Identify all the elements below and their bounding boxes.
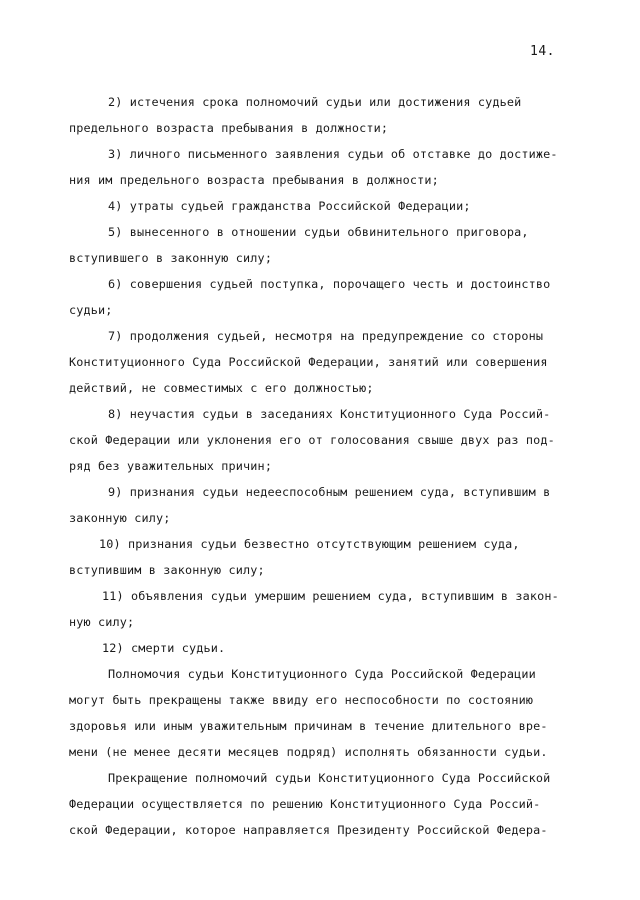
text-line: 2) истечения срока полномочий судьи или достижения судьей xyxy=(108,95,522,109)
text-line: Полномочия судьи Конституционного Суда Российской Федерации xyxy=(108,667,536,681)
text-line: 6) совершения судьей поступка, порочащего честь и достоинство xyxy=(108,277,551,291)
text-line: 9) признания судьи недееспособным решением суда, вступившим в xyxy=(108,485,551,499)
text-line: мени (не менее десяти месяцев подряд) исполнять обязанности судьи. xyxy=(69,745,548,759)
text-line: вступившим в законную силу; xyxy=(69,563,265,577)
text-line: 4) утраты судьей гражданства Российской Федерации; xyxy=(108,199,471,213)
text-line: 5) вынесенного в отношении судьи обвинительного приговора, xyxy=(108,225,529,239)
text-line: 11) объявления судьи умершим решением суда, вступившим в закон- xyxy=(102,589,559,603)
text-line: 7) продолжения судьей, несмотря на предупреждение со стороны xyxy=(108,329,544,343)
text-line: судьи; xyxy=(69,303,113,317)
text-line: действий, не совместимых с его должностью; xyxy=(69,381,374,395)
text-line: вступившего в законную силу; xyxy=(69,251,273,265)
text-line: законную силу; xyxy=(69,511,171,525)
text-line: Федерации осуществляется по решению Конституционного Суда Россий- xyxy=(69,797,541,811)
text-line: 8) неучастия судьи в заседаниях Конституционного Суда Россий- xyxy=(108,407,551,421)
text-line: ряд без уважительных причин; xyxy=(69,459,273,473)
text-line: ную силу; xyxy=(69,615,135,629)
text-line: 3) личного письменного заявления судьи об отставке до достиже- xyxy=(108,147,558,161)
text-line: предельного возраста пребывания в должности; xyxy=(69,121,389,135)
text-line: 10) признания судьи безвестно отсутствующим решением суда, xyxy=(99,537,520,551)
text-line: здоровья или иным уважительным причинам в течение длительного вре- xyxy=(69,719,548,733)
text-line: 12) смерти судьи. xyxy=(102,641,226,655)
page-number: 14. xyxy=(530,44,555,59)
text-line: ской Федерации, которое направляется Президенту Российской Федера- xyxy=(69,823,548,837)
text-line: Конституционного Суда Российской Федерации, занятий или совершения xyxy=(69,355,548,369)
text-line: ния им предельного возраста пребывания в должности; xyxy=(69,173,439,187)
text-line: Прекращение полномочий судьи Конституционного Суда Российской xyxy=(108,771,551,785)
text-line: могут быть прекращены также ввиду его неспособности по состоянию xyxy=(69,693,534,707)
text-line: ской Федерации или уклонения его от голосования свыше двух раз под- xyxy=(69,433,555,447)
